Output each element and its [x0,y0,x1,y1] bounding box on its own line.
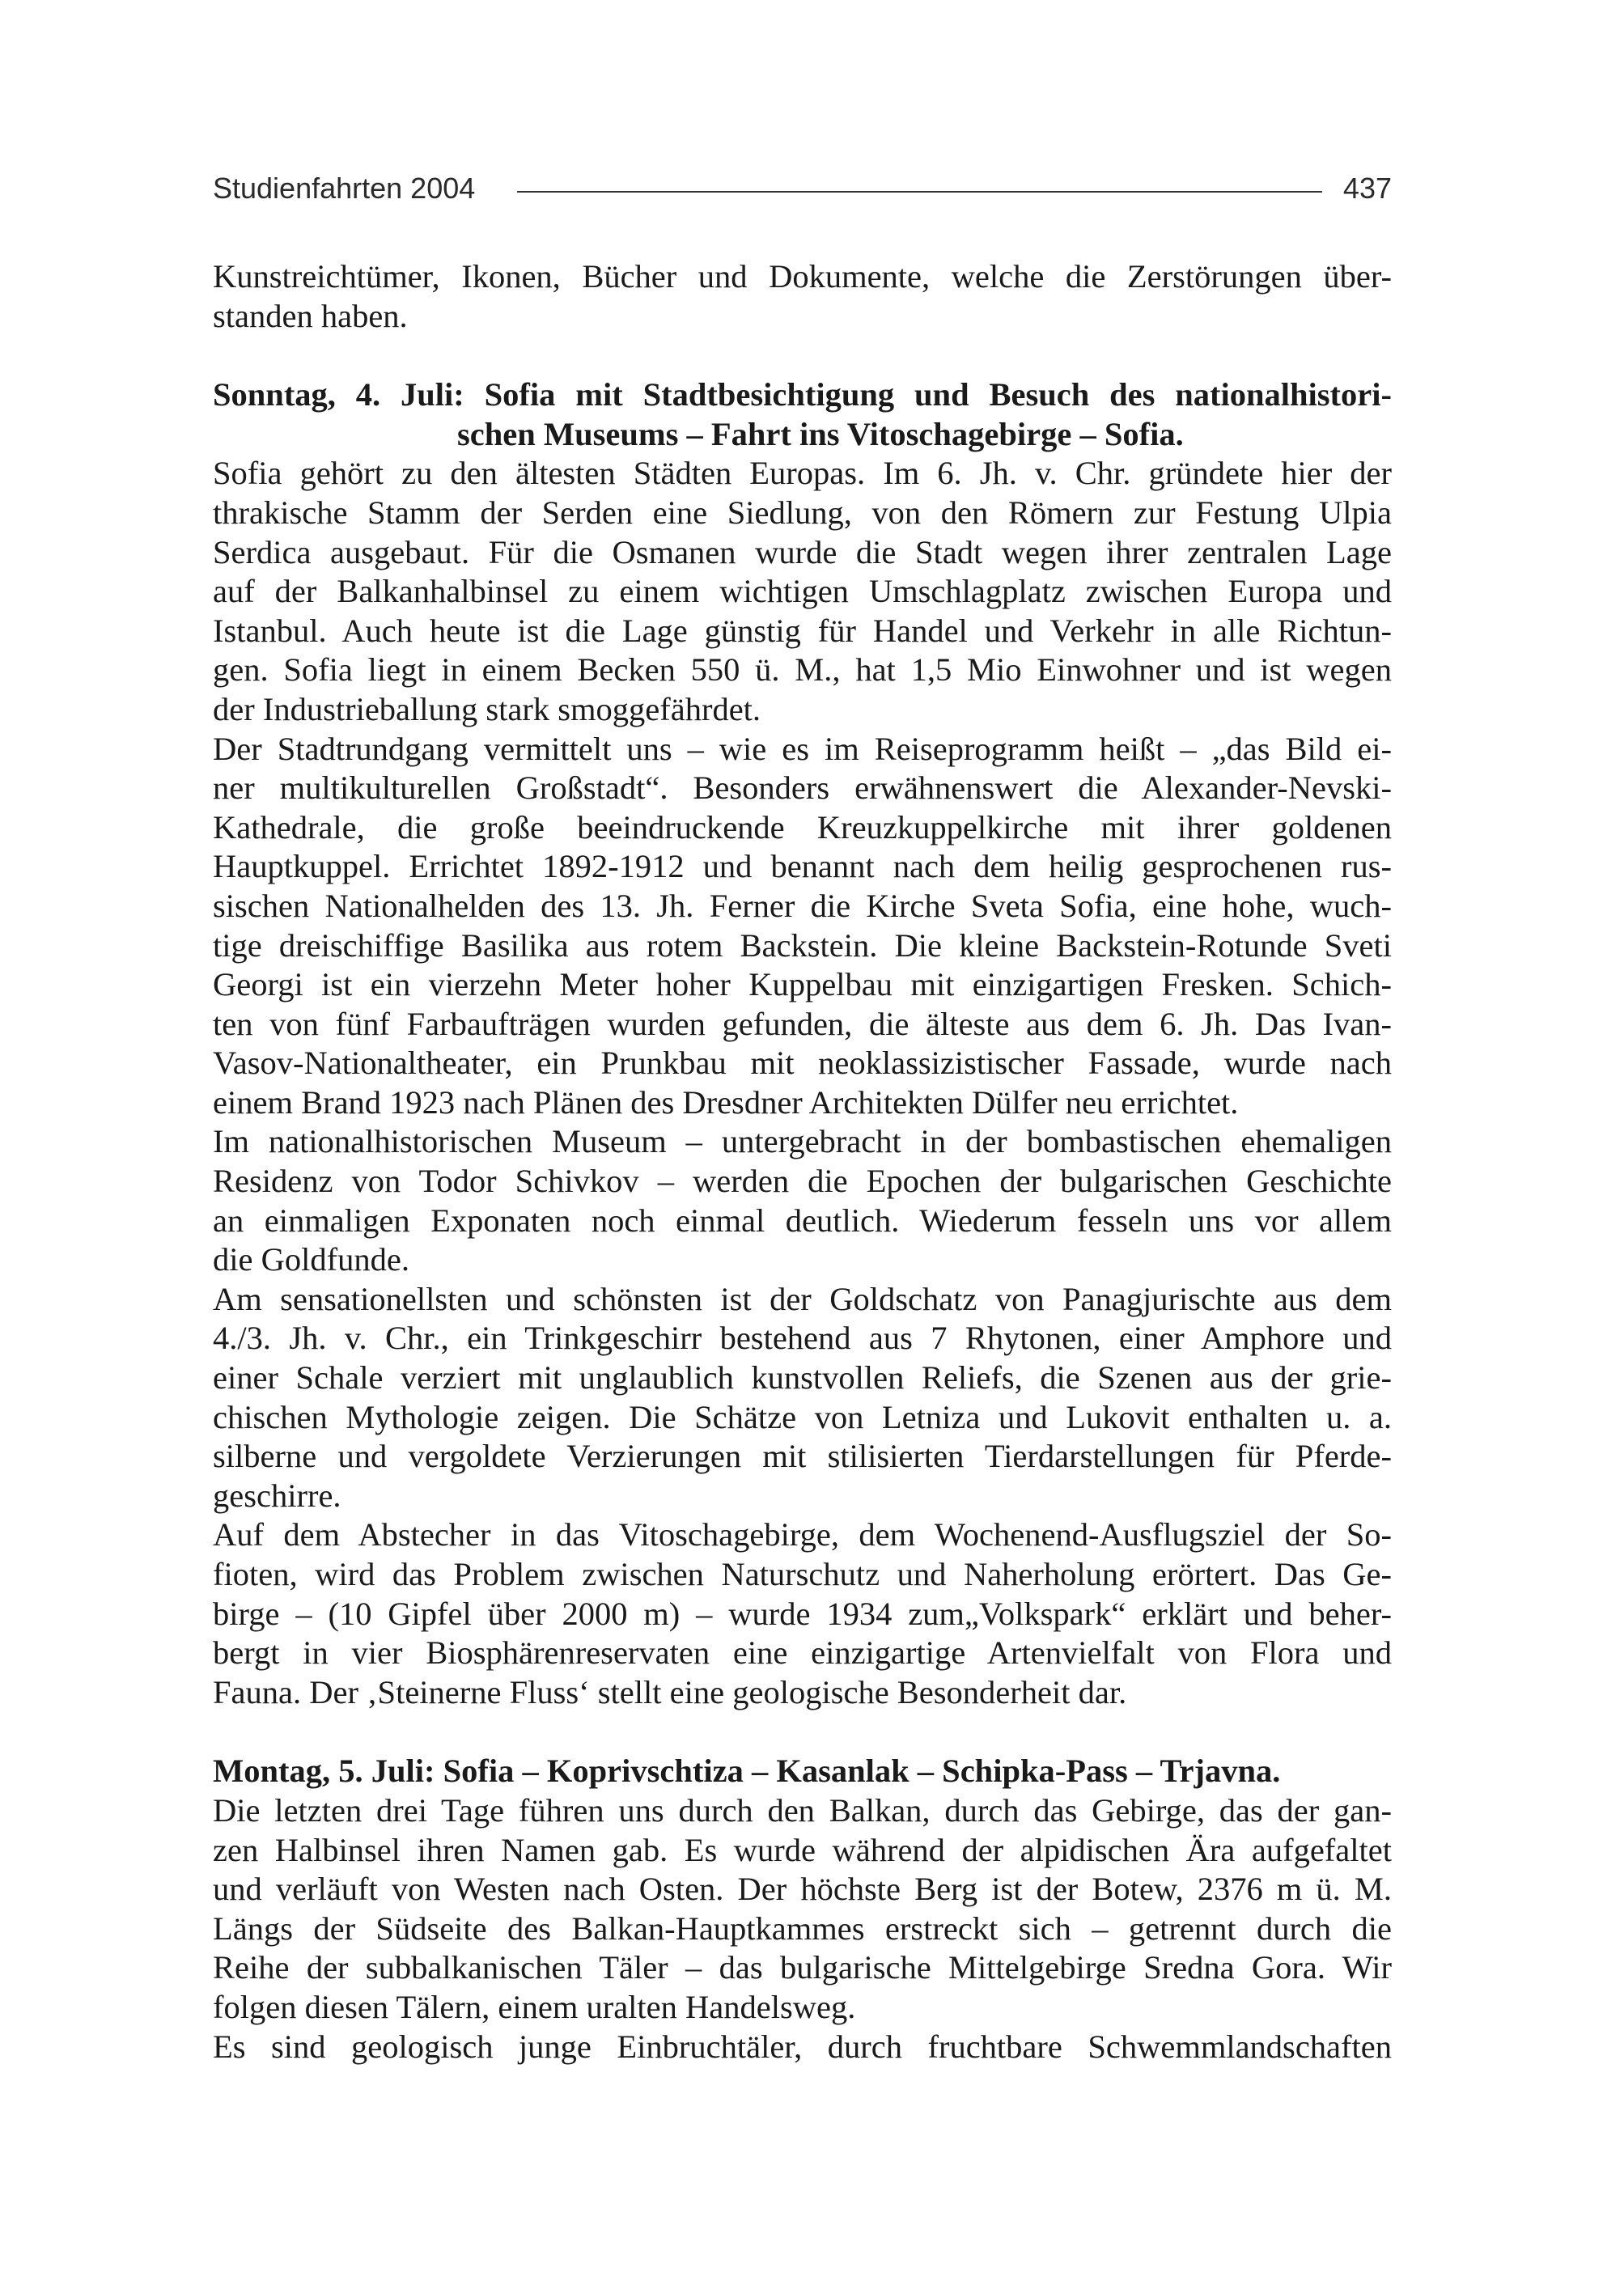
text-line: ner multikulturellen Großstadt“. Besonders erwähnenswert die Alexander-Nevski- [213,769,1392,807]
text-line: Die letzten drei Tage führen uns durch den Balkan, durch das Gebirge, das der gan- [213,1791,1392,1829]
text-line: Fauna. Der ‚Steinerne Fluss‘ stellt eine geologische Besonderheit dar. [213,1673,1127,1710]
header-rule [517,191,1322,193]
heading-line: schen Museums – Fahrt ins Vitoschagebirge – Sofia. [457,415,1184,452]
day-heading-monday [213,1752,1392,1791]
text-line: einem Brand 1923 nach Plänen des Dresdner Architekten Dülfer neu errichtet. [213,1083,1239,1121]
text-line: einer Schale verziert mit unglaublich kunstvollen Reliefs, die Szenen aus der grie- [213,1359,1392,1397]
paragraph-valleys [213,2028,1392,2067]
text-line: Hauptkuppel. Errichtet 1892-1912 und benannt nach dem heilig gesprochenen rus- [213,848,1392,885]
text-line: auf der Balkanhalbinsel zu einem wichtigen Umschlagplatz zwischen Europa und [213,573,1392,610]
text-line: birge – (10 Gipfel über 2000 m) – wurde 1934 zum„Volkspark“ erklärt und beher- [213,1595,1392,1632]
heading-line: Montag, 5. Juli: Sofia – Koprivschtiza – Kasanlak – Schipka-Pass – Trjavna. [213,1753,1281,1790]
text-line: thrakische Stamm der Serden eine Siedlung, von den Römern zur Festung Ulpia [213,494,1392,531]
text-line: Kunstreichtümer, Ikonen, Bücher und Dokumente, welche die Zerstörungen über- [213,258,1392,295]
text-line: der Industrieballung stark smoggefährdet. [213,690,761,727]
paragraph-gold-treasure [213,1280,1392,1516]
page-number: 437 [1342,172,1392,205]
text-line: Es sind geologisch junge Einbruchtäler, durch fruchtbare Schwemmlandschaften [213,2028,1392,2065]
text-line: Residenz von Todor Schivkov – werden die Epochen der bulgarischen Geschichte [213,1163,1392,1200]
text-line: Kathedrale, die große beeindruckende Kreuzkuppelkirche mit ihrer goldenen [213,808,1392,846]
text-line: Längs der Südseite des Balkan-Hauptkammes erstreckt sich – getrennt durch die [213,1909,1392,1947]
text-line: zen Halbinsel ihren Namen gab. Es wurde während der alpidischen Ära aufgefaltet [213,1831,1392,1868]
text-line: Reihe der subbalkanischen Täler – das bulgarische Mittelgebirge Sredna Gora. Wir [213,1949,1392,1986]
text-line: tige dreischiffige Basilika aus rotem Backstein. Die kleine Backstein-Rotunde Sveti [213,926,1392,964]
text-line: Auf dem Abstecher in das Vitoschagebirge, dem Wochenend-Ausflugsziel der So- [213,1516,1392,1553]
text-line: an einmaligen Exponaten noch einmal deutlich. Wiederum fesseln uns vor allem [213,1202,1392,1239]
text-line: chischen Mythologie zeigen. Die Schätze von Letniza und Lukovit enthalten u. a. [213,1398,1392,1435]
text-line: Serdica ausgebaut. Für die Osmanen wurde die Stadt wegen ihrer zentralen Lage [213,533,1392,570]
text-line: Georgi ist ein vierzehn Meter hoher Kuppelbau mit einzigartigen Fresken. Schich- [213,966,1392,1003]
text-line: Istanbul. Auch heute ist die Lage günstig für Handel und Verkehr in alle Richtun- [213,612,1392,649]
text-line: Der Stadtrundgang vermittelt uns – wie es im Reiseprogramm heißt – „das Bild ei- [213,730,1392,767]
text-line: Vasov-Nationaltheater, ein Prunkbau mit neoklassizistischer Fassade, wurde nach [213,1045,1392,1082]
text-line: standen haben. [213,297,408,334]
text-line: ten von fünf Farbaufträgen wurden gefunden, die älteste aus dem 6. Jh. Das Ivan- [213,1005,1392,1042]
paragraph-sofia [213,454,1392,729]
spacer [213,1712,1392,1752]
text-line: 4./3. Jh. v. Chr., ein Trinkgeschirr bestehend aus 7 Rhytonen, einer Amphore und [213,1320,1392,1357]
text-line: und verläuft von Westen nach Osten. Der höchste Berg ist der Botew, 2376 m ü. M. [213,1871,1392,1908]
text-line: fioten, wird das Problem zwischen Naturschutz und Naherholung erörtert. Das Ge- [213,1556,1392,1592]
text-line: Sofia gehört zu den ältesten Städten Europas. Im 6. Jh. v. Chr. gründete hier der [213,455,1392,492]
body-text [213,257,1392,2066]
paragraph-city-tour [213,730,1392,1123]
paragraph-vitosha [213,1515,1392,1712]
text-line: Im nationalhistorischen Museum – untergebracht in der bombastischen ehemaligen [213,1123,1392,1160]
heading-line: Sonntag, 4. Juli: Sofia mit Stadtbesichtigung und Besuch des nationalhistori- [213,376,1392,413]
text-line: bergt in vier Biosphärenreservaten eine einzigartige Artenvielfalt von Flora und [213,1634,1392,1672]
text-line: silberne und vergoldete Verzierungen mit stilisierten Tierdarstellungen für Pferde- [213,1438,1392,1475]
text-line: sischen Nationalhelden des 13. Jh. Ferner die Kirche Sveta Sofia, eine hohe, wuch- [213,887,1392,924]
day-heading-sunday [213,375,1392,454]
text-line: folgen diesen Tälern, einem uralten Handelsweg. [213,1988,856,2025]
paragraph-continuation [213,257,1392,336]
spacer [213,336,1392,375]
paragraph-balkan [213,1791,1392,2028]
text-line: gen. Sofia liegt in einem Becken 550 ü. M., hat 1,5 Mio Einwohner und ist wegen [213,651,1392,689]
text-line: Am sensationellsten und schönsten ist der Goldschatz von Panagjurischte aus dem [213,1280,1392,1317]
running-header [213,168,1392,209]
running-title: Studienfahrten 2004 [213,172,476,205]
text-line: die Goldfunde. [213,1241,409,1278]
text-line: geschirre. [213,1477,341,1514]
paragraph-museum [213,1122,1392,1279]
